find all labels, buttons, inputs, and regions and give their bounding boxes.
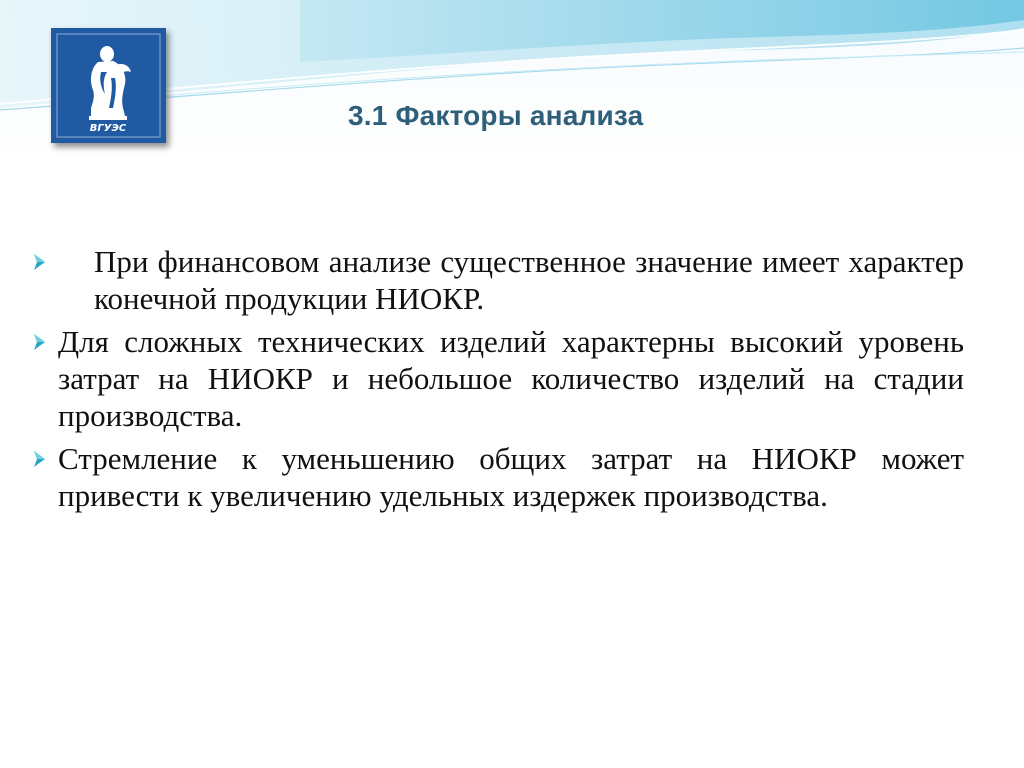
slide-title: 3.1 Факторы анализа (348, 100, 644, 131)
chevron-right-icon (30, 252, 50, 272)
chevron-right-icon (30, 332, 50, 352)
logo-text: ВГУЭС (89, 123, 127, 134)
bullet-text: При финансовом анализе существенное значение имеет характер конечной продукции НИОКР. (94, 244, 964, 316)
bullet-text: Для сложных технических изделий характерны высокий уровень затрат на НИОКР и небольшое количество изделий на стадии производства. (58, 324, 964, 433)
bullet-list (28, 243, 964, 520)
bullet-text: Стремление к уменьшению общих затрат на НИОКР может привести к увеличению удельных издержек производства. (58, 441, 964, 513)
university-logo (51, 28, 166, 143)
statue-logo-icon (51, 28, 166, 143)
list-item (28, 323, 964, 434)
list-item (28, 243, 964, 317)
list-item (28, 440, 964, 514)
chevron-right-icon (30, 449, 50, 469)
